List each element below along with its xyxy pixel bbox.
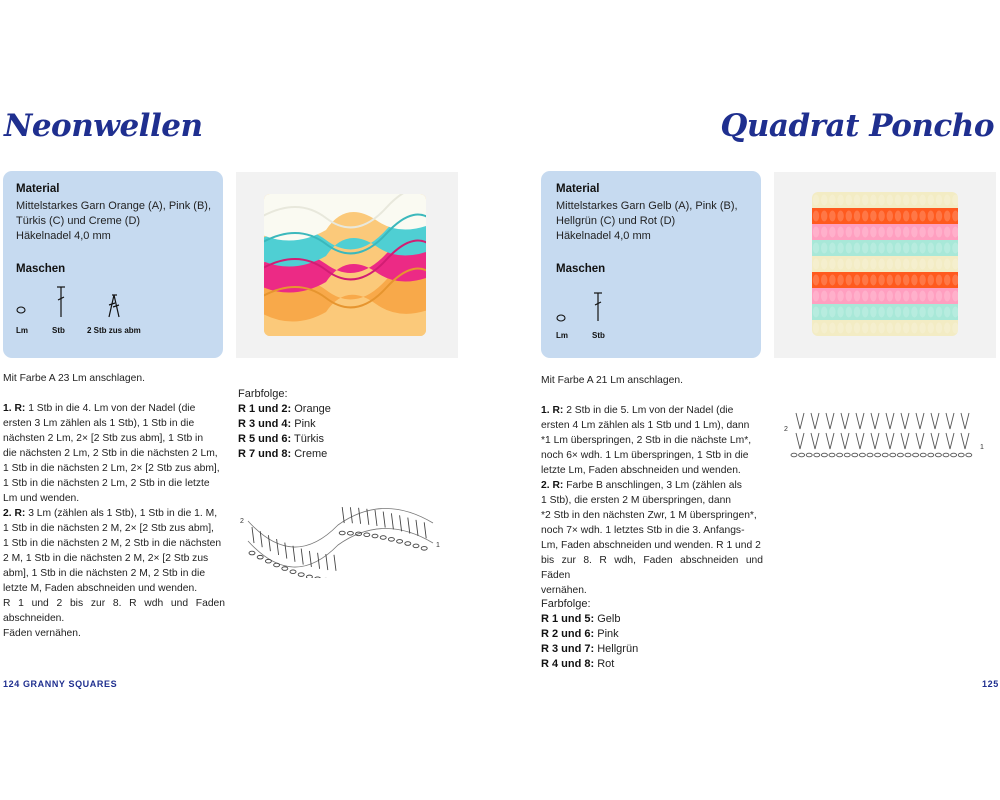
left-photo	[236, 172, 458, 358]
neonwellen-crochet-chart	[238, 503, 443, 578]
dc2tog-symbol-icon	[109, 295, 119, 317]
quadrat-poncho-crochet-chart	[784, 405, 984, 465]
right-maschen-heading: Maschen	[556, 263, 606, 275]
left-footer	[3, 679, 117, 689]
svg-text:1: 1	[980, 444, 984, 451]
double-crochet-symbol-icon	[594, 293, 602, 321]
left-material-heading: Material	[16, 183, 60, 195]
chain-symbol-icon	[17, 307, 25, 313]
double-crochet-symbol-icon	[57, 287, 65, 317]
right-page-title: Quadrat Poncho	[720, 108, 994, 144]
left-material-text: Mittelstarkes Garn Orange (A), Pink (B), Türkis (C) und Creme (D) Häkelnadel 4,0 mm	[16, 200, 211, 242]
symbol-label-stb: Stb	[52, 326, 65, 335]
left-material-box	[3, 171, 223, 358]
svg-text:2: 2	[784, 426, 788, 433]
svg-text:1: 1	[436, 542, 440, 549]
right-material-box	[541, 171, 761, 358]
right-material-text: Mittelstarkes Garn Gelb (A), Pink (B), Hellgrün (C) und Rot (D) Häkelnadel 4,0 mm	[556, 200, 738, 242]
right-instructions: Mit Farbe A 21 Lm anschlagen. 1. R: 2 Stb in die 5. Lm von der Nadel (die ersten 4 Lm zählen als 1 Stb und 1 Lm), dann *1 Lm überspringen, 2 Stb in die nächste Lm*, noch 6× wdh. 1 Lm überspringen, 1 Stb in die letzte Lm, Faden abschneiden und wenden. 2. R: Farbe B anschlingen, 3 Lm (zählen als 1 Stb), die ersten 2 M überspringen, dann *2 Stb in den nächsten Zwr, 1 M überspringen*, noch 7× wdh. 1 letztes Stb in die 3. Anfangs- Lm, Faden abschneiden und wenden. R 1 und 2 bis zur 8. R wdh, Faden abschneiden und Fäden vernähen.	[541, 375, 763, 596]
page-number-left: 124	[3, 679, 20, 689]
left-page-title: Neonwellen	[4, 108, 203, 144]
right-stitch-symbols	[553, 289, 633, 329]
left-stitch-symbols	[13, 283, 163, 325]
symbol-label-lm: Lm	[16, 326, 28, 335]
left-instructions: Mit Farbe A 23 Lm anschlagen. 1. R: 1 Stb in die 4. Lm von der Nadel (die ersten 3 Lm zählen als 1 Stb), 1 Stb in die nächsten 2 Lm, 2× [2 Stb zus abm], 1 Stb in die nächsten 2 Lm, 2 Stb in die nächsten 2 Lm, 1 Stb in die nächsten 2 Lm, 2× [2 Stb zus abm], 1 Stb in die nächsten 2 Lm, 2 Stb in die letzte Lm und wenden. 2. R: 3 Lm (zählen als 1 Stb), 1 Stb in die 1. M, 1 Stb in die nächsten 2 M, 2× [2 Stb zus abm], 1 Stb in die nächsten 2 M, 2 Stb in die nächsten 2 M, 1 Stb in die nächsten 2 M, 2× [2 Stb zus abm], 1 Stb in die nächsten 2 M, 2 Stb in die letzte M, Faden abschneiden und wenden. R 1 und 2 bis zur 8. R wdh und Faden abschneiden. Fäden vernähen.	[3, 373, 225, 639]
left-maschen-heading: Maschen	[16, 263, 66, 275]
quadrat-poncho-swatch-image	[774, 172, 996, 358]
left-farbfolge: Farbfolge: R 1 und 2: Orange R 3 und 4: Pink R 5 und 6: Türkis R 7 und 8: Creme	[238, 388, 331, 460]
symbol-label-stb: Stb	[592, 331, 605, 340]
svg-text:2: 2	[240, 518, 244, 525]
right-farbfolge: Farbfolge: R 1 und 5: Gelb R 2 und 6: Pink R 3 und 7: Hellgrün R 4 und 8: Rot	[541, 598, 639, 670]
footer-book-title: GRANNY SQUARES	[22, 679, 118, 689]
neonwellen-swatch-image	[236, 172, 458, 358]
chain-symbol-icon	[557, 315, 565, 321]
symbol-label-lm: Lm	[556, 331, 568, 340]
page-number-right: 125	[982, 679, 999, 689]
right-material-heading: Material	[556, 183, 600, 195]
right-photo	[774, 172, 996, 358]
symbol-label-2stb: 2 Stb zus abm	[87, 326, 141, 335]
